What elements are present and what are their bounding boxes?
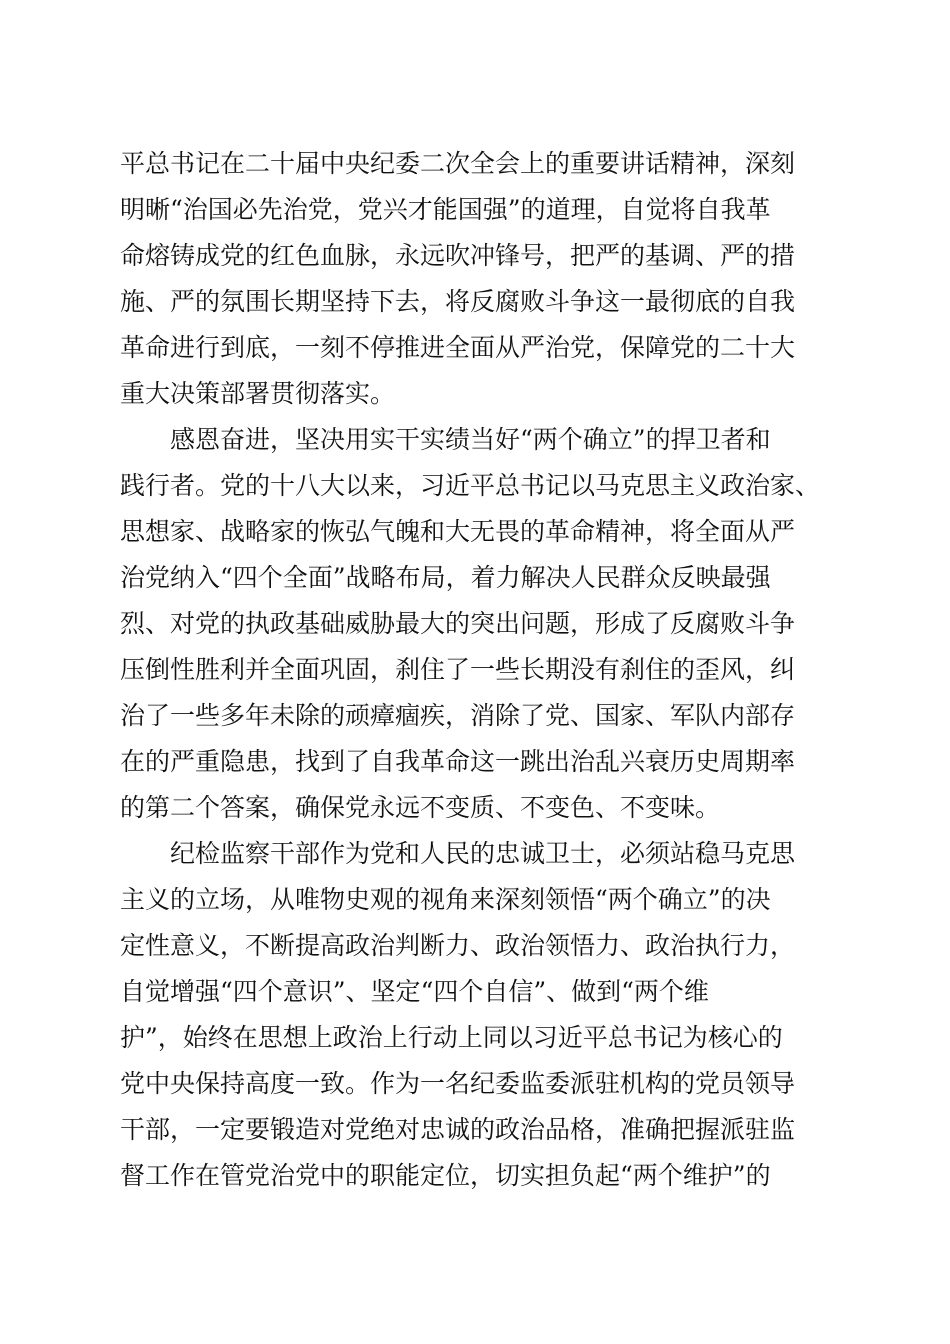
paragraph-3-line-8: 督工作在管党治党中的职能定位，切实担负起“两个维护”的 — [120, 1161, 771, 1190]
paragraph-2-line-3: 思想家、战略家的恢弘气魄和大无畏的革命精神，将全面从严 — [120, 517, 796, 546]
paragraph-3-line-2: 主义的立场，从唯物史观的视角来深刻领悟“两个确立”的决 — [120, 885, 771, 914]
paragraph-1-line-6: 重大决策部署贯彻落实。 — [120, 379, 396, 408]
paragraph-2-line-6: 压倒性胜利并全面巩固，刹住了一些长期没有刹住的歪风，纠 — [120, 655, 796, 684]
paragraph-2-line-7: 治了一些多年未除的顽瘴痼疾，消除了党、国家、军队内部存 — [120, 701, 796, 730]
paragraph-2-line-2: 践行者。党的十八大以来，习近平总书记以马克思主义政治家、 — [120, 471, 821, 500]
paragraph-2-line-1: 感恩奋进，坚决用实干实绩当好“两个确立”的捍卫者和 — [170, 425, 771, 454]
paragraph-2-line-4: 治党纳入“四个全面”战略布局，着力解决人民群众反映最强 — [120, 563, 771, 592]
paragraph-2-line-8: 在的严重隐患，找到了自我革命这一跳出治乱兴衰历史周期率 — [120, 747, 796, 776]
paragraph-3-line-6: 党中央保持高度一致。作为一名纪委监委派驻机构的党员领导 — [120, 1069, 796, 1098]
paragraph-3-line-7: 干部，一定要锻造对党绝对忠诚的政治品格，准确把握派驻监 — [120, 1115, 796, 1144]
paragraph-3-line-4: 自觉增强“四个意识”、坚定“四个自信”、做到“两个维 — [120, 977, 709, 1006]
paragraph-1-line-3: 命熔铸成党的红色血脉，永远吹冲锋号，把严的基调、严的措 — [120, 241, 796, 270]
paragraph-1-line-1: 平总书记在二十届中央纪委二次全会上的重要讲话精神，深刻 — [120, 149, 796, 178]
paragraph-1-line-4: 施、严的氛围长期坚持下去，将反腐败斗争这一最彻底的自我 — [120, 287, 796, 316]
paragraph-3-line-3: 定性意义，不断提高政治判断力、政治领悟力、政治执行力， — [120, 931, 796, 960]
paragraph-3-line-1: 纪检监察干部作为党和人民的忠诚卫士，必须站稳马克思 — [170, 839, 796, 868]
paragraph-2-line-5: 烈、对党的执政基础威胁最大的突出问题，形成了反腐败斗争 — [120, 609, 796, 638]
paragraph-3-line-5: 护”，始终在思想上政治上行动上同以习近平总书记为核心的 — [120, 1023, 783, 1052]
paragraph-1-line-5: 革命进行到底，一刻不停推进全面从严治党，保障党的二十大 — [120, 333, 796, 362]
paragraph-2-line-9: 的第二个答案，确保党永远不变质、不变色、不变味。 — [120, 793, 721, 822]
paragraph-1-line-2: 明晰“治国必先治党，党兴才能国强”的道理，自觉将自我革 — [120, 195, 771, 224]
